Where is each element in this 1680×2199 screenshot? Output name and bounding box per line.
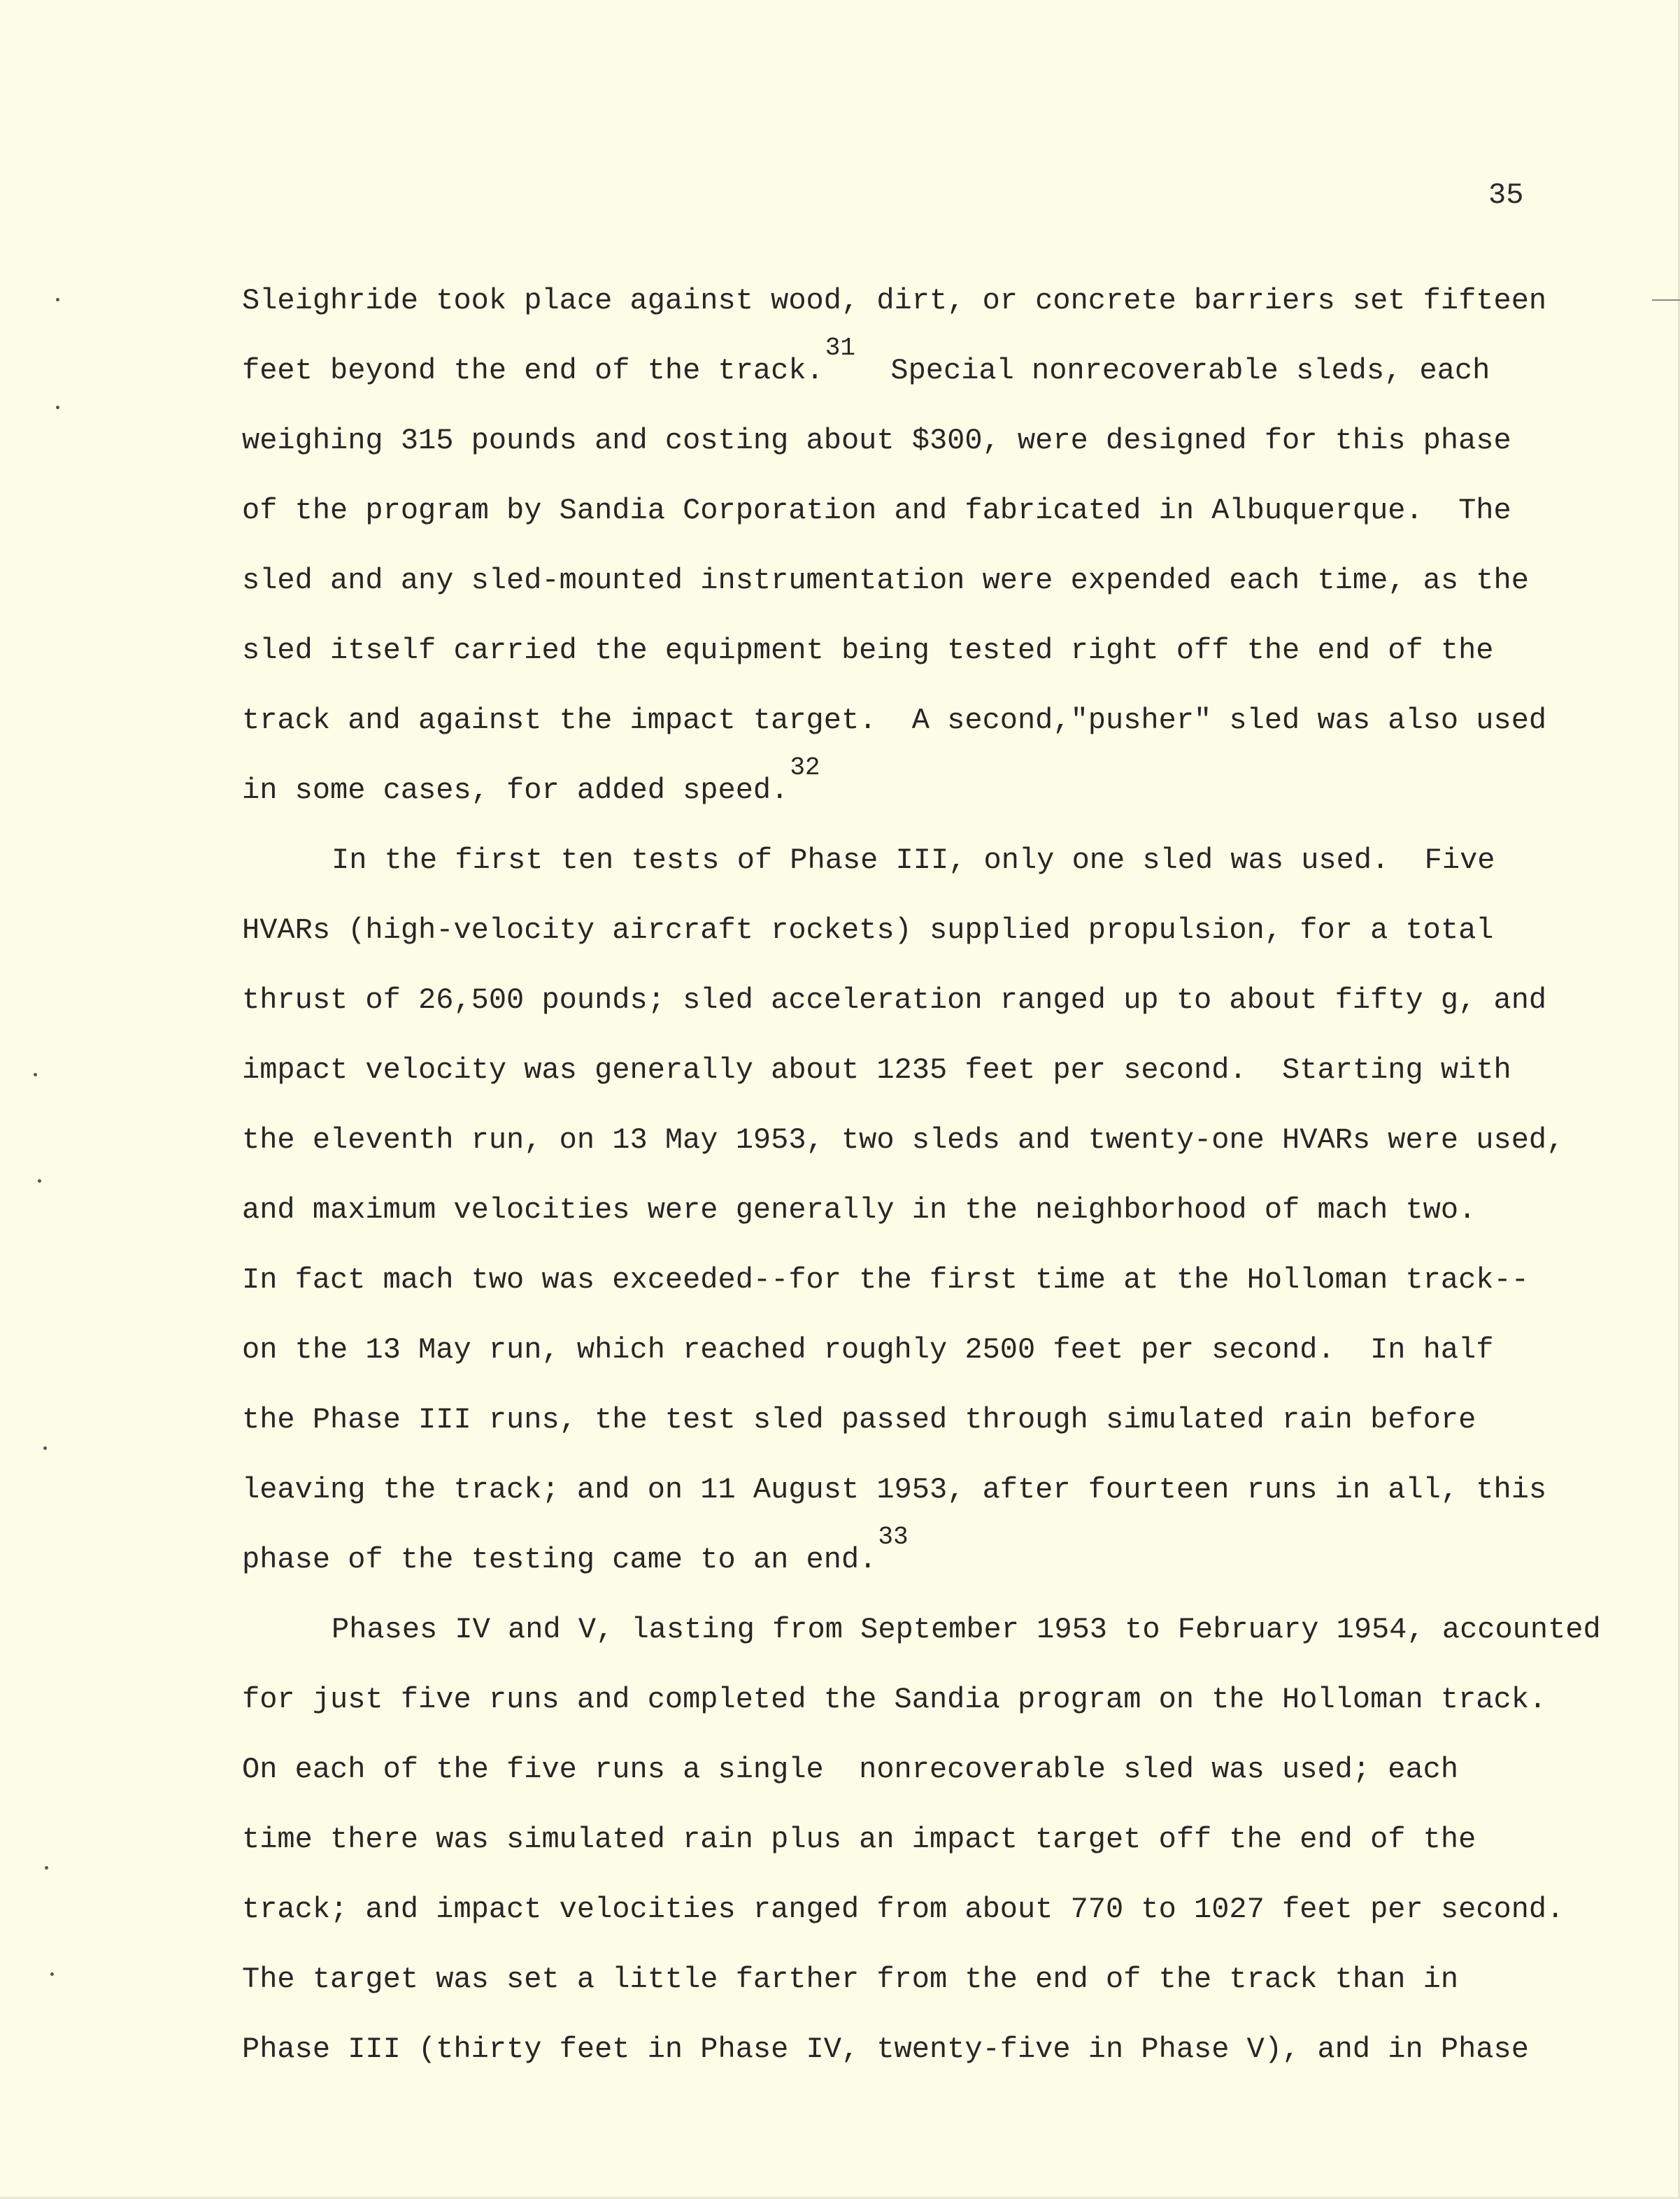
line-text: of the program by Sandia Corporation and fabricated in Albuquerque. The [242, 494, 1511, 527]
margin-dot [43, 1446, 47, 1450]
margin-dot [34, 1073, 37, 1076]
text-line [242, 490, 1511, 532]
line-text: feet beyond the end of the track. [242, 354, 824, 387]
line-text: weighing 315 pounds and costing about $300, were designed for this phase [242, 424, 1511, 457]
margin-dot [38, 1179, 41, 1183]
line-text: the Phase III runs, the test sled passed through simulated rain before [242, 1403, 1476, 1437]
text-line [332, 839, 1495, 881]
line-text: Phase III (thirty feet in Phase IV, twenty-five in Phase V), and in Phase [242, 2033, 1529, 2066]
footnote-marker: 32 [790, 753, 820, 782]
text-line [242, 629, 1494, 671]
text-line [242, 1329, 1494, 1371]
line-text: impact velocity was generally about 1235 feet per second. Starting with [242, 1053, 1511, 1087]
text-line [242, 909, 1494, 951]
line-text: The target was set a little farther from the end of the track than in [242, 1963, 1459, 1996]
line-text: for just five runs and completed the Sandia program on the Holloman track. [242, 1683, 1547, 1716]
text-line [242, 1049, 1511, 1091]
page-number: 35 [1488, 178, 1524, 212]
text-line [242, 1679, 1546, 1721]
line-text: and maximum velocities were generally in the neighborhood of mach two. [242, 1193, 1476, 1227]
line-text: sled and any sled-mounted instrumentation were expended each time, as the [242, 564, 1529, 597]
text-line [242, 1259, 1529, 1301]
margin-dot [56, 298, 59, 301]
text-line [242, 753, 820, 811]
line-text: phase of the testing came to an end. [242, 1543, 877, 1577]
line-text: HVARs (high-velocity aircraft rockets) supplied propulsion, for a total [242, 913, 1494, 947]
text-line [242, 1523, 909, 1581]
text-line [242, 1888, 1564, 1930]
text-line [242, 1749, 1458, 1791]
text-line [242, 979, 1546, 1021]
text-line [242, 1958, 1458, 2000]
line-text: track and against the impact target. A second,"pusher" sled was also used [242, 704, 1547, 737]
text-line [242, 420, 1511, 462]
edge-tick-mark [1652, 299, 1680, 301]
line-text: In fact mach two was exceeded--for the first time at the Holloman track-- [242, 1263, 1529, 1297]
line-text: Sleighride took place against wood, dirt, or concrete barriers set fifteen [242, 284, 1547, 318]
text-line [242, 1819, 1476, 1860]
line-text: In the first ten tests of Phase III, only one sled was used. Five [332, 844, 1495, 877]
margin-dot [45, 1866, 48, 1870]
line-text: time there was simulated rain plus an impact target off the end of the [242, 1823, 1476, 1856]
text-line [242, 699, 1546, 741]
text-line [242, 280, 1546, 322]
margin-dot [50, 1972, 54, 1976]
line-text: on the 13 May run, which reached roughly 2500 feet per second. In half [242, 1333, 1494, 1367]
line-text: the eleventh run, on 13 May 1953, two sleds and twenty-one HVARs were used, [242, 1123, 1565, 1157]
line-text: in some cases, for added speed. [242, 774, 789, 807]
line-text: On each of the five runs a single nonrecoverable sled was used; each [242, 1753, 1459, 1786]
text-line [242, 1399, 1476, 1441]
text-line [242, 560, 1529, 602]
line-text-continued: Special nonrecoverable sleds, each [855, 354, 1490, 387]
text-line [242, 334, 1490, 392]
text-line [242, 1119, 1564, 1161]
line-text: Phases IV and V, lasting from September 1953 to February 1954, accounted [332, 1613, 1601, 1646]
line-text: sled itself carried the equipment being tested right off the end of the [242, 634, 1494, 667]
margin-dot [56, 406, 59, 409]
line-text: track; and impact velocities ranged from about 770 to 1027 feet per second. [242, 1893, 1565, 1926]
text-line [242, 2028, 1529, 2070]
text-line [242, 1189, 1476, 1231]
text-line [242, 1469, 1546, 1511]
line-text: thrust of 26,500 pounds; sled acceleration ranged up to about fifty g, and [242, 983, 1547, 1017]
footnote-marker: 31 [825, 334, 855, 362]
text-line [332, 1609, 1601, 1651]
line-text: leaving the track; and on 11 August 1953, after fourteen runs in all, this [242, 1473, 1547, 1507]
footnote-marker: 33 [878, 1523, 909, 1551]
